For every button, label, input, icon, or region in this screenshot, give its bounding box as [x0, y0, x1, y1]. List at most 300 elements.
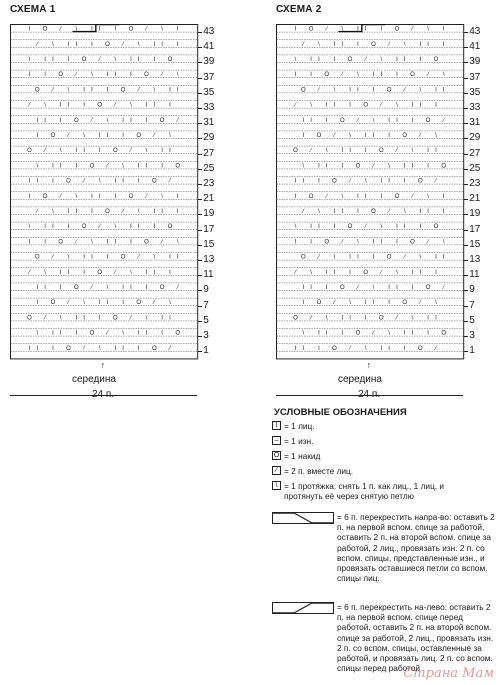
stitch-mark: \ [161, 193, 163, 200]
stitch-mark: I [302, 117, 305, 124]
ssk-symbol-icon: \ [272, 481, 281, 490]
stitch-mark: ⁄ [326, 26, 328, 33]
stitch-mark: ⁄ [419, 300, 421, 307]
stitch-mark: O [339, 285, 345, 291]
stitch-mark: I [59, 102, 62, 109]
stitch-mark: ⁄ [138, 254, 140, 261]
stitch-mark: I [176, 41, 179, 48]
row-label: 11 [469, 269, 480, 281]
stitch-mark: I [52, 345, 54, 352]
row-label: 25 [469, 162, 481, 174]
stitch-mark: I [169, 315, 171, 322]
row-label: 33 [203, 102, 215, 113]
stitch-mark: I [435, 87, 437, 94]
stitch-mark: I [28, 193, 31, 200]
stitch-mark: ⁄ [372, 163, 375, 170]
stitch-mark: I [427, 315, 429, 322]
stitch-mark: I [122, 178, 124, 185]
stitch-mark: ⁄ [99, 224, 101, 231]
stitch-mark: ⁄ [169, 345, 171, 352]
row-tick [464, 351, 468, 352]
row-tick [464, 184, 468, 185]
stitch-mark: I [145, 117, 148, 124]
stitch-mark: ⁄ [177, 117, 179, 124]
stitch-mark: \ [396, 102, 398, 109]
row-tick [464, 154, 468, 155]
stitch-mark: I [83, 315, 85, 322]
stitch-mark: ⁄ [443, 285, 445, 291]
row-tick [464, 275, 468, 276]
stitch-mark: I [161, 209, 163, 215]
stitch-mark: \ [388, 163, 390, 170]
stitch-mark: \ [318, 209, 320, 215]
stitch-mark: ⁄ [318, 87, 320, 94]
row-label: 25 [203, 162, 215, 174]
stitch-mark: ⁄ [91, 117, 93, 124]
stitch-mark: O [175, 163, 181, 170]
stitch-mark: ⁄ [302, 41, 304, 48]
row-tick [198, 351, 202, 352]
stitch-mark: I [427, 41, 429, 48]
stitch-mark: I [333, 224, 336, 231]
row-tick [198, 260, 202, 261]
row-tick [198, 306, 202, 307]
stitch-mark: ⁄ [169, 178, 171, 185]
stitch-mark: ⁄ [60, 193, 62, 200]
stitch-mark: I [427, 163, 429, 170]
stitch-mark: O [293, 315, 298, 322]
stitch-mark: I [419, 41, 422, 48]
stitch-mark: O [402, 133, 408, 139]
row-tick [198, 321, 202, 322]
row-tick [198, 154, 202, 155]
stitch-mark: ⁄ [349, 345, 351, 352]
stitch-mark: I [349, 148, 351, 155]
stitch-mark: I [130, 72, 132, 79]
stitch-mark: \ [91, 239, 93, 246]
stitch-mark: I [67, 209, 70, 215]
stitch-mark: \ [302, 163, 305, 170]
stitch-mark: I [59, 117, 62, 124]
stitch-mark: I [153, 41, 156, 48]
stitch-mark: \ [349, 133, 351, 139]
stitch-mark: I [388, 133, 390, 139]
stitch-mark: I [67, 41, 70, 48]
stitch-mark: \ [145, 315, 148, 322]
k2tog-symbol-icon: ⁄ [272, 466, 281, 475]
stitch-mark: I [442, 209, 445, 215]
stitch-mark: I [145, 330, 148, 337]
stitch-mark: \ [67, 254, 70, 261]
stitch-mark: \ [122, 163, 124, 170]
stitch-mark: I [114, 193, 117, 200]
stitch-mark: ⁄ [91, 285, 93, 291]
stitch-mark: I [411, 117, 414, 124]
stitch-mark: ⁄ [130, 315, 132, 322]
stitch-mark: \ [372, 117, 375, 124]
stitch-mark: O [144, 239, 149, 246]
stitch-mark: I [294, 178, 297, 185]
stitch-mark: I [83, 102, 85, 109]
stitch-mark: ⁄ [419, 133, 421, 139]
stitch-mark: O [363, 269, 369, 276]
stitch-mark: O [425, 285, 431, 291]
stitch-mark: I [349, 254, 351, 261]
row-tick [464, 62, 468, 63]
stitch-mark: ⁄ [435, 345, 437, 352]
stitch-mark: O [151, 178, 157, 185]
row-label: 23 [469, 178, 481, 189]
row-label: 1 [469, 345, 475, 357]
stitch-mark: I [67, 224, 70, 231]
stitch-mark: I [333, 41, 336, 48]
stitch-mark: \ [28, 57, 31, 63]
stitch-mark: I [91, 26, 93, 33]
stitch-mark: I [137, 178, 140, 185]
stitch-mark: O [105, 41, 110, 48]
stitch-mark: \ [388, 330, 390, 337]
row-tick [464, 214, 468, 215]
stitch-mark: I [427, 148, 429, 155]
stitch-mark: I [153, 269, 156, 276]
stitch-mark: I [122, 300, 124, 307]
stitch-mark: I [310, 117, 312, 124]
stitch-mark: ⁄ [357, 285, 359, 291]
row-tick [198, 169, 202, 170]
row-label: 39 [203, 56, 215, 68]
stitch-mark: O [410, 239, 415, 246]
stitch-mark: ⁄ [99, 57, 101, 63]
stitch-mark: I [294, 193, 297, 200]
stitch-mark: I [419, 57, 422, 63]
row-label: 23 [203, 178, 215, 189]
stitch-mark: I [325, 117, 328, 124]
stitch-mark: I [67, 269, 70, 276]
stitch-mark: I [91, 41, 93, 48]
stitch-mark: ⁄ [177, 285, 179, 291]
stitch-mark: I [106, 239, 109, 246]
stitch-mark: ⁄ [396, 315, 398, 322]
row-tick [198, 123, 202, 124]
stitch-mark: I [145, 285, 148, 291]
stitch-mark: \ [52, 41, 54, 48]
stitch-mark: \ [302, 330, 305, 337]
stitch-mark: O [308, 193, 314, 200]
row-label: 13 [203, 254, 215, 265]
stitch-mark: I [137, 57, 140, 63]
top-cable-mark [338, 25, 385, 32]
stitch-mark: ⁄ [294, 269, 297, 276]
stitch-mark: ⁄ [294, 102, 297, 109]
stitch-mark: I [106, 254, 109, 261]
middle-arrow-icon: ↑ [100, 360, 106, 371]
stitch-mark: \ [403, 41, 406, 48]
stitch-mark: I [169, 87, 171, 94]
stitch-mark: \ [380, 57, 383, 63]
stitch-mark: ⁄ [36, 41, 38, 48]
stitch-mark: I [153, 102, 156, 109]
stitch-mark: I [114, 178, 117, 185]
stitch-mark: I [341, 315, 344, 322]
schema-1-middle-label: середина [72, 374, 116, 385]
stitch-mark: I [52, 330, 54, 337]
stitch-mark: O [417, 178, 423, 185]
legend-item-k2tog: ⁄ = 2 п. вместе лиц. [272, 466, 496, 476]
stitch-mark: ⁄ [60, 26, 62, 33]
stitch-mark: I [91, 193, 93, 200]
stitch-mark: I [75, 41, 78, 48]
stitch-mark: ⁄ [341, 239, 343, 246]
stitch-mark: \ [419, 87, 422, 94]
legend-item-cable-left: = 6 п. перекрестить на-лево: оставить 2 п. на первой вспом. спице перед работой, оставить 2 п. на второй вспом. спице за работой, 2 лиц., провязать изн. 2 п. со вспом. спицы, оставленные за работой, и провязать лиц. 2 п. со вспом. спицы перед работой [272, 602, 496, 673]
stitch-mark: I [435, 254, 437, 261]
stitch-mark: O [128, 26, 134, 33]
stitch-mark: I [28, 239, 31, 246]
row-tick [198, 336, 202, 337]
stitch-mark: I [98, 133, 101, 139]
row-label: 15 [203, 238, 215, 250]
schema-2-width-label: 24 п. [358, 389, 381, 400]
stitch-mark: \ [442, 239, 445, 246]
stitch-mark: ⁄ [411, 193, 414, 200]
row-label: 43 [469, 26, 481, 37]
stitch-mark: ⁄ [161, 72, 163, 79]
stitch-mark: O [58, 72, 64, 79]
stitch-mark: O [378, 315, 384, 322]
stitch-mark: ⁄ [427, 72, 429, 79]
stitch-mark: ⁄ [380, 269, 382, 276]
stitch-mark: I [122, 345, 124, 352]
row-label: 9 [469, 284, 475, 296]
stitch-mark: I [294, 345, 297, 352]
stitch-mark: \ [411, 148, 414, 155]
stitch-mark: \ [435, 300, 437, 307]
stitch-mark: I [176, 193, 179, 200]
stitch-mark: \ [427, 193, 429, 200]
stitch-mark: O [300, 254, 306, 261]
stitch-mark: I [106, 87, 109, 94]
stitch-mark: ⁄ [404, 87, 406, 94]
stitch-mark: I [153, 57, 156, 63]
stitch-mark: I [388, 178, 390, 185]
stitch-mark: ⁄ [388, 209, 390, 215]
stitch-mark: \ [98, 178, 101, 185]
row-tick [198, 93, 202, 94]
stitch-mark: I [435, 269, 437, 276]
stitch-mark: I [388, 117, 390, 124]
stitch-mark: \ [59, 148, 62, 155]
stitch-mark: I [403, 330, 406, 337]
legend-item-purl: – = 1 изн. [272, 436, 496, 446]
stitch-mark: O [89, 163, 95, 170]
row-label: 31 [203, 117, 215, 129]
stitch-mark: I [310, 224, 312, 231]
stitch-mark: \ [176, 239, 179, 246]
stitch-mark: I [145, 102, 148, 109]
stitch-mark: I [310, 285, 312, 291]
stitch-mark: \ [114, 224, 117, 231]
stitch-mark: \ [36, 330, 39, 337]
stitch-mark: I [372, 87, 375, 94]
stitch-mark: I [403, 224, 406, 231]
row-tick [464, 108, 468, 109]
stitch-mark: I [333, 57, 336, 63]
stitch-mark: I [122, 285, 124, 291]
stitch-mark: O [34, 254, 40, 261]
row-tick [198, 290, 202, 291]
stitch-mark: ⁄ [75, 239, 77, 246]
stitch-mark: ⁄ [427, 239, 429, 246]
stitch-mark: ⁄ [365, 224, 367, 231]
stitch-mark: \ [294, 224, 297, 231]
stitch-mark: I [325, 163, 328, 170]
row-tick [464, 138, 468, 139]
stitch-mark: I [411, 330, 414, 337]
stitch-mark: ⁄ [365, 57, 367, 63]
stitch-mark: I [44, 285, 46, 291]
stitch-mark: I [403, 163, 406, 170]
row-tick [464, 321, 468, 322]
stitch-mark: \ [44, 269, 46, 276]
stitch-mark: O [136, 133, 142, 139]
stitch-mark: I [98, 300, 101, 307]
stitch-mark: ⁄ [44, 315, 46, 322]
stitch-mark: ⁄ [145, 26, 148, 33]
row-label: 3 [469, 330, 475, 341]
stitch-mark: I [36, 133, 39, 139]
stitch-mark: I [380, 72, 383, 79]
row-tick [198, 275, 202, 276]
stitch-mark: I [44, 117, 46, 124]
stitch-mark: \ [153, 254, 156, 261]
stitch-mark: I [396, 239, 398, 246]
stitch-mark: I [36, 300, 39, 307]
stitch-mark: I [396, 72, 398, 79]
middle-arrow-icon: ↑ [366, 360, 372, 371]
stitch-mark: I [122, 133, 124, 139]
stitch-mark: I [36, 117, 39, 124]
stitch-mark: \ [106, 285, 109, 291]
stitch-mark: \ [411, 315, 414, 322]
row-tick [198, 214, 202, 215]
stitch-mark: \ [325, 148, 328, 155]
stitch-mark: I [83, 254, 85, 261]
stitch-mark: ⁄ [67, 300, 70, 307]
stitch-mark: I [310, 57, 312, 63]
stitch-mark: I [372, 254, 375, 261]
stitch-mark: \ [364, 178, 367, 185]
stitch-mark: I [52, 163, 54, 170]
stitch-mark: O [50, 133, 56, 139]
stitch-mark: ⁄ [333, 133, 336, 139]
row-label: 37 [203, 71, 215, 83]
stitch-mark: I [380, 193, 383, 200]
stitch-mark: I [59, 330, 62, 337]
stitch-mark: I [59, 163, 62, 170]
stitch-mark: I [427, 330, 429, 337]
stitch-mark: ⁄ [411, 26, 414, 33]
stitch-mark: \ [403, 209, 406, 215]
stitch-mark: O [293, 148, 298, 155]
stitch-mark: ⁄ [75, 72, 77, 79]
stitch-mark: I [161, 148, 163, 155]
stitch-mark: O [433, 224, 439, 231]
stitch-mark: I [442, 26, 445, 33]
row-tick [464, 230, 468, 231]
stitch-mark: O [355, 330, 361, 337]
row-label: 29 [469, 132, 481, 144]
stitch-mark: I [357, 26, 359, 33]
stitch-mark: I [176, 209, 179, 215]
row-label: 29 [203, 132, 215, 144]
row-label: 15 [469, 238, 481, 250]
stitch-mark: O [89, 330, 95, 337]
stitch-mark: I [169, 269, 171, 276]
stitch-mark: \ [169, 133, 171, 139]
row-label: 41 [469, 41, 481, 53]
stitch-mark: O [81, 224, 87, 231]
stitch-mark: O [324, 239, 330, 246]
stitch-mark: O [417, 345, 423, 352]
stitch-mark: ⁄ [114, 269, 116, 276]
stitch-mark: I [52, 57, 54, 63]
stitch-mark: I [318, 345, 320, 352]
stitch-mark: \ [44, 102, 46, 109]
stitch-mark: \ [75, 193, 78, 200]
stitch-mark: I [396, 224, 398, 231]
stitch-mark: I [169, 102, 171, 109]
stitch-mark: I [357, 254, 359, 261]
stitch-mark: \ [83, 300, 85, 307]
stitch-mark: I [403, 178, 406, 185]
stitch-mark: O [324, 72, 330, 79]
stitch-mark: I [388, 285, 390, 291]
stitch-mark: I [380, 178, 383, 185]
stitch-mark: ⁄ [404, 254, 406, 261]
stitch-mark: ⁄ [153, 300, 155, 307]
stitch-mark: \ [98, 345, 101, 352]
stitch-mark: I [169, 148, 171, 155]
row-tick [464, 169, 468, 170]
stitch-mark: I [442, 87, 445, 94]
stitch-mark: I [59, 285, 62, 291]
stitch-mark: I [83, 148, 85, 155]
legend-item-cable-right: = 6 п. перекрестить напра-во: оставить 2 п. на первой вспом. спице за работой, оставить 2 п. на второй вспом. спице за работой, 2 лиц., провязать изн. 2 п. со вспом. спицы, представленные изн., и провязать оставшиеся петли со вспом. спицы лиц. [272, 512, 496, 583]
schema-1-width-label: 24 п. [92, 389, 115, 400]
row-label: 17 [203, 223, 215, 235]
stitch-mark: ⁄ [333, 300, 336, 307]
stitch-mark: I [372, 133, 375, 139]
stitch-mark: I [114, 345, 117, 352]
stitch-mark: I [419, 209, 422, 215]
stitch-mark: I [176, 26, 179, 33]
stitch-mark: I [442, 254, 445, 261]
stitch-mark: ⁄ [326, 193, 328, 200]
stitch-mark: O [410, 72, 415, 79]
stitch-mark: O [339, 117, 345, 124]
stitch-mark: ⁄ [44, 148, 46, 155]
stitch-mark: I [137, 345, 140, 352]
row-label: 5 [469, 314, 475, 326]
stitch-mark: O [347, 57, 353, 63]
stitch-mark: I [302, 133, 305, 139]
stitch-mark: \ [137, 41, 140, 48]
stitch-mark: O [355, 163, 361, 170]
stitch-mark: O [34, 87, 40, 94]
stitch-mark: ⁄ [106, 163, 109, 170]
row-tick [464, 245, 468, 246]
stitch-mark: ⁄ [153, 133, 155, 139]
